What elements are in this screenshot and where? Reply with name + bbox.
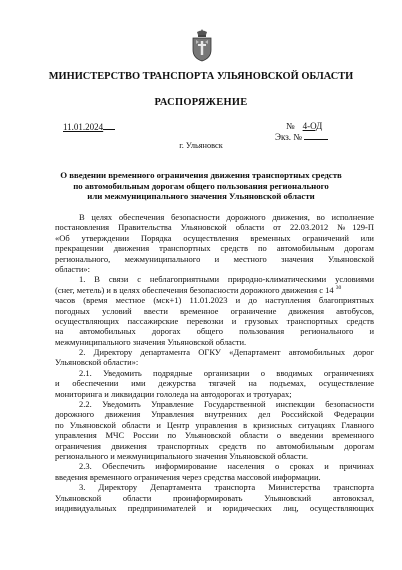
coat-of-arms-icon — [190, 28, 214, 62]
body-line: прекращении движения транспортных средств по автомобильным дорогам — [55, 243, 374, 254]
body-line: 3. Директору Департамента транспорта Министерства транспорта — [79, 482, 374, 493]
body-line: погодных условий ввести временное ограничение движения автобусов, — [55, 305, 374, 316]
body-line: дорожного движения Управления внутренних дел Российской Федерации — [55, 409, 374, 420]
title-line: по автомобильным дорогам общего пользования регионального — [73, 180, 329, 191]
body-line: введения временного ограничения через средства массовой информации. — [55, 471, 321, 482]
body-line: В целях обеспечения безопасности дорожного движения, во исполнение — [79, 212, 374, 222]
city-line: г. Ульяновск — [179, 141, 223, 150]
body-line: постановления Правительства Ульяновской области от 22.03.2012 №129-П — [55, 222, 374, 233]
document-number: № 4-ОД — [286, 121, 323, 131]
document-title — [54, 170, 348, 202]
body-line: межмуниципального значения Ульяновской области. — [55, 336, 247, 347]
body-line: Ульяновской области»: — [55, 357, 139, 368]
copy-number: Экз. № — [275, 131, 328, 142]
document-date: 11.01.2024 — [63, 121, 115, 132]
body-line: по Ульяновской области и Центр управления в кризисных ситуациях Главного — [55, 419, 374, 430]
body-line: индивидуальных предпринимателей и юридических лиц, осуществляющих — [55, 502, 374, 513]
time-superscript: 30 — [335, 284, 342, 291]
body-line: области»: — [55, 263, 91, 274]
body-line: «Об утверждении Порядка осуществления временных ограничений или — [55, 232, 374, 243]
body-line: и обеспечении ими дежурства тягачей на подъемах, осуществление — [55, 378, 374, 389]
body-line: 2.3. Обеспечить информирование населения о сроках и причинах — [79, 461, 374, 472]
body-line: 2.1. Уведомить подрядные организации о вводимых ограничениях — [79, 367, 374, 378]
title-line: или межмуниципального значения Ульяновской области — [87, 191, 315, 202]
body-line: 1. В связи с неблагоприятными природно-климатическими условиями — [79, 274, 374, 285]
document-body — [55, 212, 374, 513]
body-line: ограничения движения транспортных средств по автомобильным дорогам — [55, 440, 374, 451]
body-line: часов (время местное (мск+1) 11.01.2023 и до наступления благоприятных — [55, 295, 374, 306]
title-line: О введении временного ограничения движения транспортных средств — [60, 170, 342, 180]
body-line: регионального, межмуниципального и местного значения Ульяновской — [55, 253, 374, 264]
body-line: на автомобильных дорогах общего пользования регионального и — [55, 326, 374, 337]
body-line: регионального и межмуниципального значения Ульяновской области. — [55, 450, 309, 461]
body-line: 2. Директору департамента ОГКУ «Департамент автомобильных дорог — [79, 347, 374, 358]
ministry-name: МИНИСТЕРСТВО ТРАНСПОРТА УЛЬЯНОВСКОЙ ОБЛАСТИ — [48, 71, 354, 82]
document-type: РАСПОРЯЖЕНИЕ — [154, 97, 248, 108]
body-line: 2.2. Уведомить Управление Государственной инспекции безопасности — [79, 399, 374, 410]
body-line: Ульяновской области проинформировать Ульяновский автовокзал, — [55, 492, 374, 503]
body-line: осуществляющих пассажирские перевозки и грузовых транспортных средств — [55, 315, 374, 326]
body-line-with-time: (снег, метель) и в целях обеспечения безопасности дорожного движения с 14 $^{30}$ — [55, 284, 342, 295]
body-line: мониторинга и ликвидации гололеда на автодорогах и тротуарах; — [55, 388, 292, 399]
body-line: управления МЧС России по Ульяновской области о введении временного — [55, 430, 374, 441]
